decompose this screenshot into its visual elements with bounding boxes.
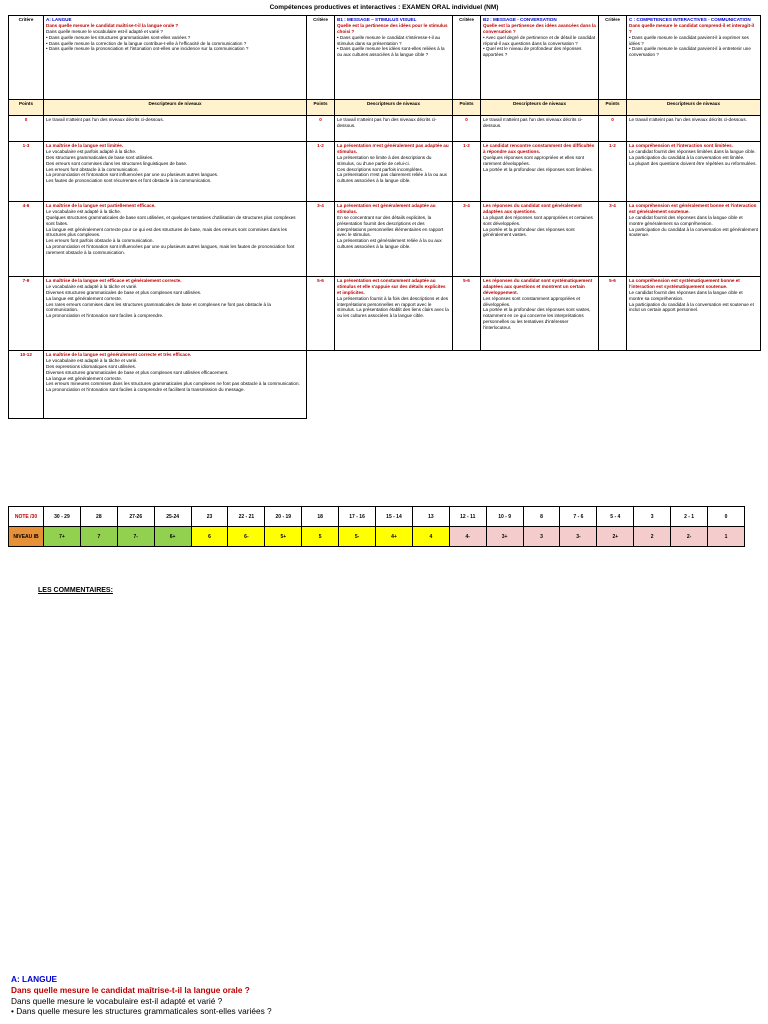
descripteurs-label: Descripteurs de niveaux [481,100,599,116]
criterion-b2-header [481,16,599,100]
descriptor-cell [481,142,599,202]
descriptor-cell [627,142,761,202]
descripteurs-label: Descripteurs de niveaux [44,100,307,116]
niveau-cell: 6 [191,527,228,547]
comments-heading: LES COMMENTAIRES: [38,587,113,594]
descriptor-line: Quelques réponses sont appropriées et elles sont rarement développées. [483,154,585,166]
descriptor-line: La langue est généralement correcte. [46,295,123,301]
descriptor-line: Le vocabulaire est adapté à la tâche et varié. [46,283,138,289]
table-row [9,116,761,142]
descriptor-line: La prononciation et l'intonation sont faciles à comprendre. [46,313,164,319]
criterion-a-line: Dans quelle mesure le vocabulaire est-il adapté et varié ? [46,28,163,34]
points-value: 5-6 [599,277,627,351]
table-row [9,277,761,351]
descriptor-heading: La compréhension est généralement bonne et l'interaction est généralement soutenue. [629,203,757,214]
niveau-cell: 6- [228,527,265,547]
note-cell: 27-26 [117,507,154,527]
descriptor-cell [627,116,761,142]
points-value: 5-6 [453,277,481,351]
descriptor-line: Le candidat fournit des réponses dans la langue cible et montre sa compréhension. [629,289,743,301]
descriptor-line: La portée et la profondeur des réponses sont vastes, notamment en ce qui concerne les interprétations personnelles ou les tentatives d'intéresser l'interlocuteur. [483,307,591,330]
note-cell: 22 - 21 [228,507,265,527]
points-value: 3-4 [453,202,481,277]
points-value: 3-4 [599,202,627,277]
note-cell: 8 [523,507,560,527]
descriptor-heading: La maîtrise de la langue est efficace et généralement correcte. [46,278,182,283]
points-value: 0 [453,116,481,142]
criterion-b1-line: • Dans quelle mesure le candidat s'intéresse-t-il au stimulus dans sa présentation ? [337,34,441,46]
descriptor-heading: Les réponses du candidat sont systématiquement adaptées aux questions et montrent un certain développement. [483,278,593,295]
points-value: 1-2 [453,142,481,202]
points-value: 5-6 [307,277,335,351]
critere-label: Critère [453,16,481,100]
empty-area [307,351,761,419]
descriptor-cell [335,116,453,142]
descriptor-heading: La compréhension est systématiquement bonne et l'interaction est systématiquement soutenue. [629,278,740,289]
points-value: 10-12 [9,351,44,419]
descriptor-line: La langue est généralement correcte. [46,375,123,381]
descriptor-line: Le vocabulaire est parfois adapté à la tâche. [46,148,137,154]
niveau-cell: 3 [523,527,560,547]
criterion-b2-question: Quelle est la pertinence des idées avancées dans la conversation ? [483,22,596,34]
descriptor-line: Les erreurs font parfois obstacle à la communication. [46,238,154,244]
points-label: Points [9,100,44,116]
points-value: 1-3 [9,142,44,202]
descriptor-line: La portée et la profondeur des réponses sont généralement vastes. [483,226,575,238]
descriptor-line: La participation du candidat à la conversation est généralement soutenue. [629,226,758,238]
descriptor-heading: Le candidat rencontre constamment des difficultés à répondre aux questions. [483,143,595,154]
note-cell: 18 [302,507,339,527]
bottom-criterion-name: A: LANGUE [11,974,58,984]
note-cell: 25-24 [154,507,191,527]
note-cell: 7 - 6 [560,507,597,527]
niveau-cell: 5- [339,527,376,547]
niveau-cell: 7- [117,527,154,547]
criterion-c-question: Dans quelle mesure le candidat comprend-il et interagit-il ? [629,22,755,34]
bottom-criterion-line: Dans quelle mesure le vocabulaire est-il adapté et varié ? [11,995,223,1006]
criterion-b1-header [335,16,453,100]
descriptor-cell [481,116,599,142]
bottom-criterion-a [11,974,751,1017]
note-cell: 15 - 14 [376,507,413,527]
descriptor-line: La plupart des réponses sont appropriées et certaines sont développées. [483,214,593,226]
descriptor-line: En se concentrant sur des détails explicites, la présentation fournit des descriptions et des interprétations personnelles élémentaires en rapport avec le stimulus. [337,214,444,238]
descriptor-line: La présentation se limite à des descriptions du stimulus, ou d'une partie de celui-ci. [337,154,432,166]
descriptor-line: La prononciation et l'intonation sont faciles à comprendre et facilitent la transmission du message. [46,387,245,393]
critere-label: Critère [307,16,335,100]
criterion-b2-line: • Quel est le niveau de profondeur des réponses apportées ? [483,46,582,58]
descriptor-line: Les fautes de prononciation sont récurrentes et font obstacle à la communication. [46,178,212,184]
criterion-b1-question: Quelle est la pertinence des idées pour le stimulus choisi ? [337,22,448,34]
descriptor-heading: La compréhension et l'interaction sont limitées. [629,143,733,148]
descriptor-line: Les erreurs mineures commises dans les structures grammaticales plus complexes ne font pas obstacle à la communication. [46,381,300,387]
bottom-criterion-line: • Dans quelle mesure les structures grammaticales sont-elles variées ? [11,1006,272,1017]
descriptor-line: La présentation fournit à la fois des descriptions et des interprétations personnelles en rapport avec le stimulus. La présentation établit des liens clairs avec la ou les cultures associées à la langue cible. [337,295,449,319]
descriptor-heading: La présentation n'est généralement pas adaptée au stimulus. [337,143,449,154]
note-label: NOTE /30 [9,507,44,527]
criterion-a-line: • Dans quelle mesure la prononciation et l'intonation ont-elles une incidence sur la communication ? [46,46,249,52]
niveau-cell: 2- [671,527,708,547]
descriptor-cell [627,277,761,351]
descriptor-cell [481,202,599,277]
note-cell: 13 [412,507,449,527]
descriptor-line: Les réponses sont constamment appropriées et développées. [483,295,581,307]
criterion-b2-name: B2 : MESSAGE - CONVERSATION [483,17,557,22]
niveau-cell: 7+ [44,527,81,547]
note-cell: 20 - 19 [265,507,302,527]
points-value: 3-4 [307,202,335,277]
note-cell: 3 [634,507,671,527]
descriptor-line: Le travail n'atteint pas l'un des niveaux décrits ci-dessous. [483,117,583,128]
descriptor-line: La participation du candidat à la conversation est limitée. [629,154,745,160]
niveau-cell: 4- [449,527,486,547]
table-row [9,202,761,277]
points-label: Points [599,100,627,116]
points-value: 1-2 [599,142,627,202]
descriptor-cell [481,277,599,351]
note-cell: 30 - 29 [44,507,81,527]
niveau-cell: 6+ [154,527,191,547]
descriptor-line: La participation du candidat à la conversation est soutenue et inclut un certain apport personnel. [629,301,754,313]
critere-label: Critère [599,16,627,100]
note-cell: 23 [191,507,228,527]
niveau-cell: 5 [302,527,339,547]
points-label: Points [307,100,335,116]
niveau-cell: 3- [560,527,597,547]
niveau-cell: 3+ [486,527,523,547]
criterion-b1-name: B1 : MESSAGE – STIMULUS VISUEL [337,17,417,22]
criterion-c-line: • Dans quelle mesure le candidat parvient-il à entretenir une conversation ? [629,46,751,58]
criterion-c-header [627,16,761,100]
bottom-criterion-question: Dans quelle mesure le candidat maîtrise-t-il la langue orale ? [11,984,250,995]
descriptor-cell [335,202,453,277]
descriptor-line: Des expressions idiomatiques sont utilisées. [46,363,137,369]
points-value: 1-2 [307,142,335,202]
descriptor-heading: La maîtrise de la langue est limitée. [46,143,124,148]
niveau-label: NIVEAU IB [9,527,44,547]
note-cell: 10 - 9 [486,507,523,527]
criterion-b2-line: • Avec quel degré de pertinence et de détail le candidat répond-il aux questions dans la conversation ? [483,34,596,46]
descriptor-line: Les rares erreurs commises dans les structures grammaticales de base et complexes ne font pas obstacle à la communication. [46,301,271,313]
descriptor-line: Le candidat fournit des réponses dans la langue cible et montre généralement sa compréhension. [629,214,743,226]
niveau-cell: 1 [708,527,745,547]
descriptor-heading: La maîtrise de la langue est généralement correcte et très efficace. [46,352,192,357]
rubric-table [8,15,761,419]
descriptor-line: Des structures grammaticales de base sont utilisées. [46,154,154,160]
niveau-row [9,527,745,547]
points-value: 0 [9,116,44,142]
points-value: 0 [599,116,627,142]
criterion-c-line: • Dans quelle mesure le candidat parvient-il à exprimer ses idées ? [629,34,749,46]
points-value: 7-9 [9,277,44,351]
points-value: 0 [307,116,335,142]
criterion-a-line: • Dans quelle mesure la correction de la langue contribue-t-elle à l'efficacité de la communication ? [46,40,247,46]
niveau-cell: 5+ [265,527,302,547]
criterion-a-line: • Dans quelle mesure les structures grammaticales sont-elles variées ? [46,34,191,40]
points-label: Points [453,100,481,116]
descriptor-heading: La présentation est constamment adaptée au stimulus et elle s'appuie sur des détails explicites et implicites. [337,278,446,295]
criterion-c-name: C : COMPETENCES INTERACTIVES - COMMUNICATION [629,17,751,22]
critere-label: Critère [9,16,44,100]
descriptor-line: La prononciation et l'intonation sont influencées par une ou plusieurs autres langues, mais les fautes de prononciation font rarement obstacle à la communication. [46,244,295,255]
descriptor-cell [627,202,761,277]
note-cell: 12 - 11 [449,507,486,527]
criterion-a-question: Dans quelle mesure le candidat maîtrise-t-il la langue orale ? [46,22,179,28]
descripteurs-label: Descripteurs de niveaux [627,100,761,116]
descriptor-line: La langue est généralement correcte pour ce qui est des structures de base, mais des erreurs sont commises dans les structures plus complexes. [46,226,288,238]
niveau-cell: 4+ [376,527,413,547]
descriptor-line: Le travail n'atteint pas l'un des niveaux décrits ci-dessous. [46,117,164,122]
criterion-b1-line: • Dans quelle mesure les idées sont-elles reliées à la ou aux cultures associées à la langue cible ? [337,46,445,58]
descriptor-line: Le travail n'atteint pas l'un des niveaux décrits ci-dessous. [337,117,437,128]
niveau-cell: 7 [80,527,117,547]
niveau-cell: 4 [412,527,449,547]
descriptor-line: Diverses structures grammaticales de base et plus complexes sont utilisées. [46,289,202,295]
criterion-a-name: A: LANGUE [46,17,72,22]
descriptor-line: Le vocabulaire est adapté à la tâche et varié. [46,357,138,363]
descriptor-cell [335,142,453,202]
descriptor-cell [44,277,307,351]
note-row [9,507,745,527]
descriptor-line: La portée et la profondeur des réponses sont limitées. [483,166,593,172]
descriptor-line: La présentation est généralement reliée à la ou aux cultures associées à la langue cible. [337,238,442,250]
note-cell: 2 - 1 [671,507,708,527]
note-cell: 17 - 16 [339,507,376,527]
points-value: 4-6 [9,202,44,277]
descriptor-line: Les erreurs font obstacle à la communication. [46,166,139,172]
table-row [9,142,761,202]
descriptor-heading: La maîtrise de la langue est partiellement efficace. [46,203,156,208]
descriptor-cell [335,277,453,351]
niveau-cell: 2+ [597,527,634,547]
descriptor-line: Des erreurs sont commises dans les structures linguistiques de base. [46,160,188,166]
niveau-cell: 2 [634,527,671,547]
descriptor-line: Le vocabulaire est adapté à la tâche. [46,208,122,214]
descriptor-cell [44,116,307,142]
descriptor-line: Diverses structures grammaticales de base et plus complexes sont utilisées efficacement. [46,369,229,375]
criteria-header-row [9,16,761,100]
descriptor-cell [44,142,307,202]
table-row [9,351,761,419]
descriptor-heading: Les réponses du candidat sont généralement adaptées aux questions. [483,203,582,214]
note-cell: 0 [708,507,745,527]
points-header-row [9,100,761,116]
descriptor-heading: La présentation est généralement adaptée au stimulus. [337,203,436,214]
descripteurs-label: Descripteurs de niveaux [335,100,453,116]
page-title: Compétences productives et interactives : EXAMEN ORAL individuel (NM) [269,4,499,11]
descriptor-line: La plupart des questions doivent être répétées ou reformulées. [629,160,757,166]
note-cell: 28 [80,507,117,527]
descriptor-line: Le travail n'atteint pas l'un des niveaux décrits ci-dessous. [629,117,747,122]
note-cell: 5 - 4 [597,507,634,527]
descriptor-line: La prononciation et l'intonation sont influencées par une ou plusieurs autres langues. [46,172,219,178]
descriptor-line: Le candidat fournit des réponses limitées dans la langue cible. [629,148,756,154]
descriptor-line: La présentation n'est pas clairement reliée à la ou aux cultures associées à la langue cible. [337,172,447,184]
criterion-a-header [44,16,307,100]
descriptor-line: Quelques structures grammaticales de base sont utilisées, et quelques tentatives d'utilisation de structures plus complexes sont faites. [46,214,296,226]
descriptor-cell [44,351,307,419]
descriptor-cell [44,202,307,277]
grade-conversion-table [8,506,745,547]
descriptor-line: Ces descriptions sont parfois incomplètes. [337,166,424,172]
